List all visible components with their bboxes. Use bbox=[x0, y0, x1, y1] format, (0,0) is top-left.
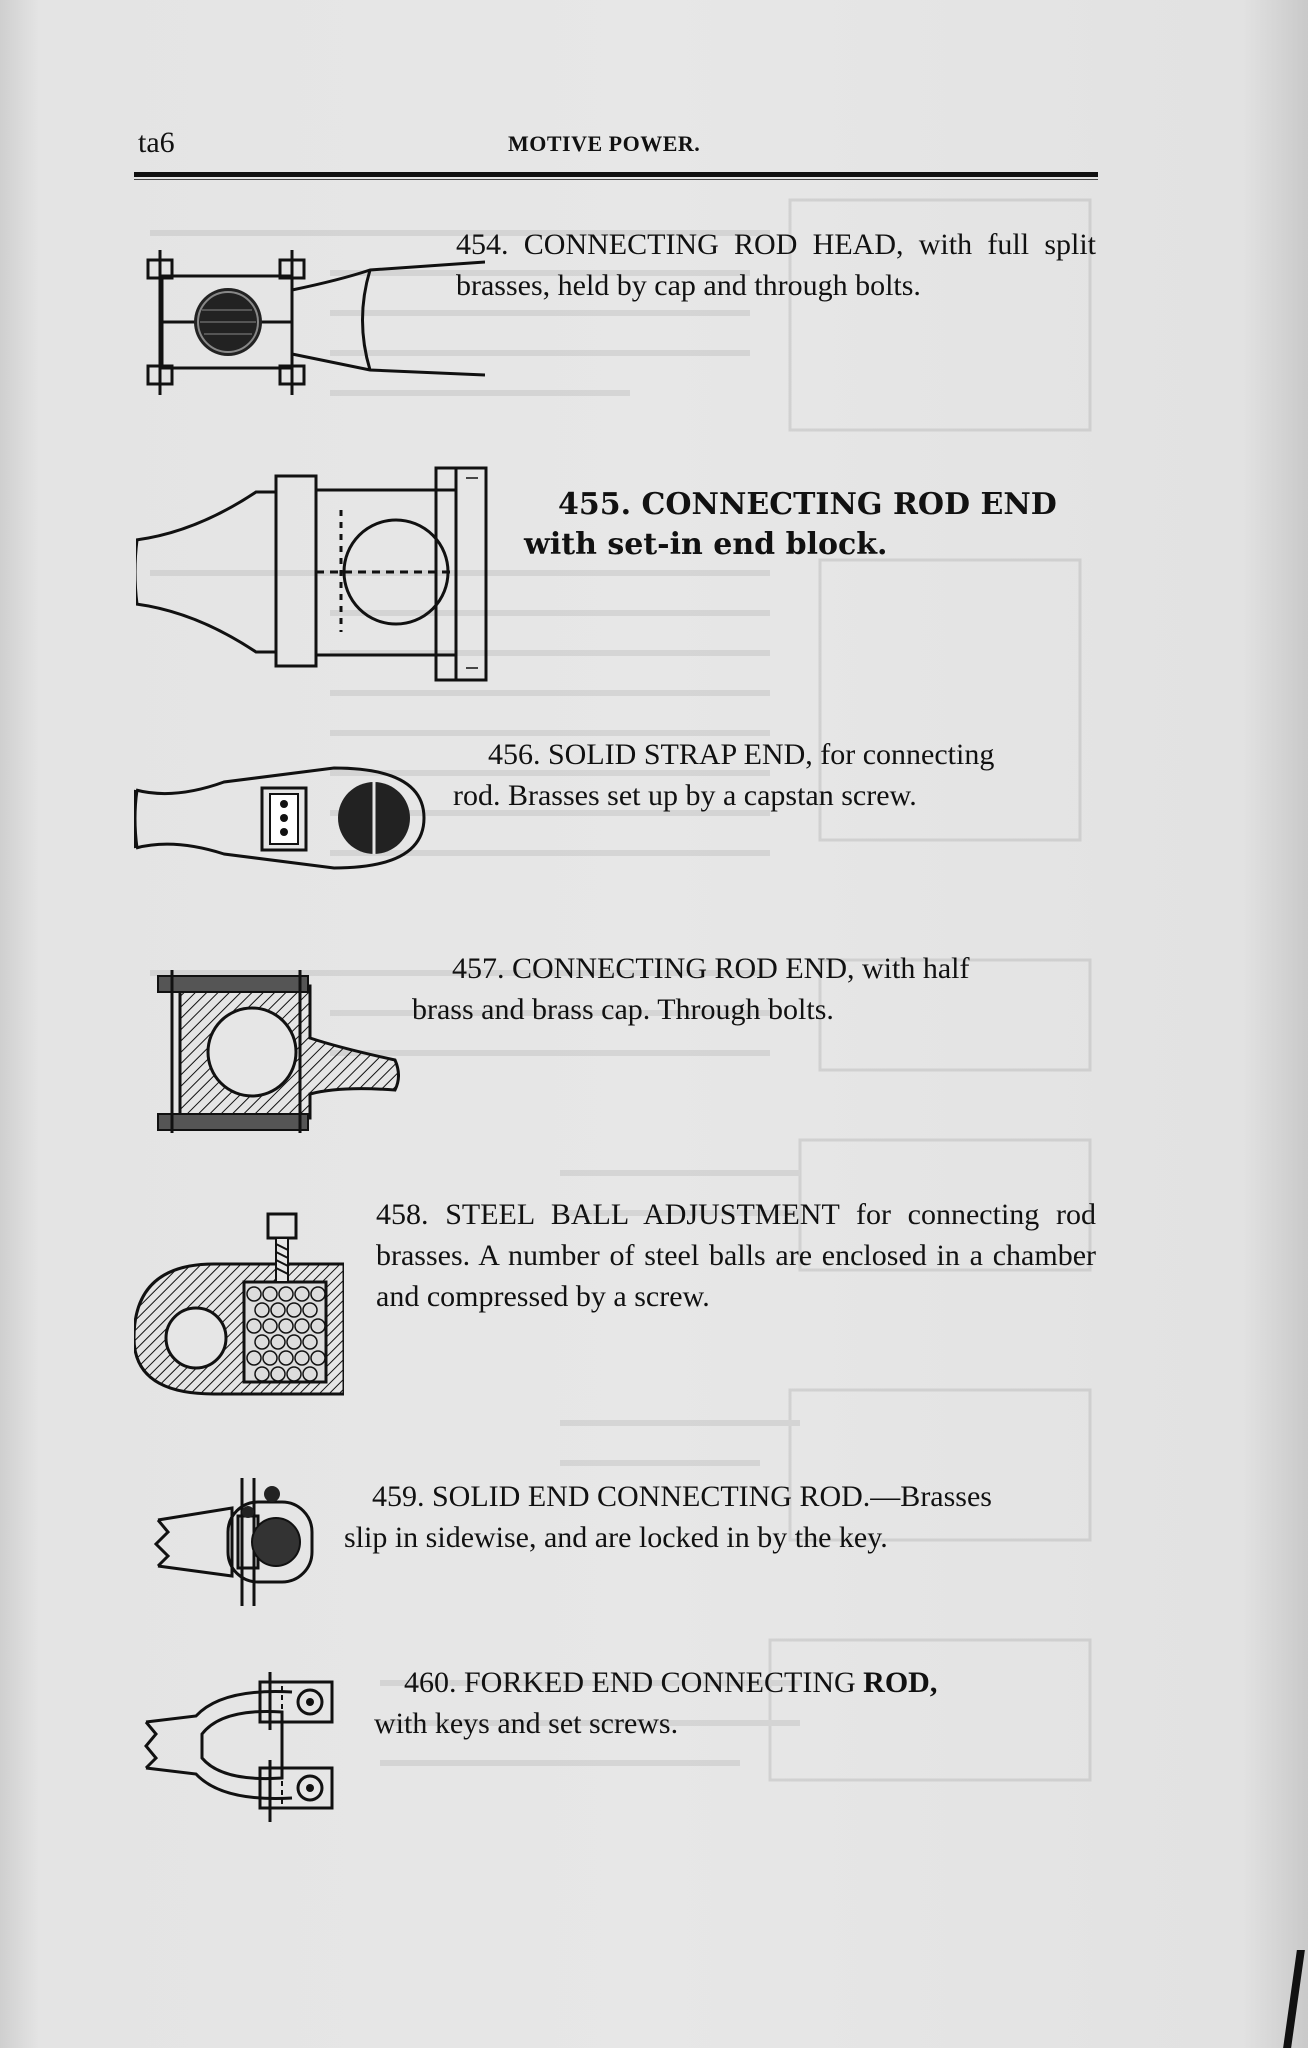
caption-460-line2: with keys and set screws. bbox=[374, 1707, 679, 1740]
page-number: ta6 bbox=[138, 126, 175, 159]
figure-457-connecting-rod-end-half-brass bbox=[140, 968, 400, 1133]
header-rule bbox=[134, 172, 1098, 177]
figure-460-forked-end-connecting-rod bbox=[142, 1668, 352, 1826]
figure-459-solid-end-connecting-rod bbox=[152, 1476, 322, 1608]
caption-460-line1 bbox=[404, 1662, 937, 1703]
caption-455-line2: with set-in end block. bbox=[524, 527, 888, 562]
figure-458-steel-ball-adjustment bbox=[134, 1212, 344, 1397]
caption-459-line1: 459. SOLID END CONNECTING ROD.—Brasses bbox=[372, 1480, 992, 1513]
caption-454: 454. CONNECTING ROD HEAD, with full split brasses, held by cap and through bolts. bbox=[456, 228, 1096, 302]
figure-456-solid-strap-end bbox=[134, 760, 434, 875]
caption-457-line2: brass and brass cap. Through bolts. bbox=[412, 993, 834, 1026]
header-rule-thin bbox=[134, 179, 1098, 180]
caption-458: 458. STEEL BALL ADJUSTMENT for connecting rod brasses. A number of steel balls are enclosed in a chamber and compressed by a screw. bbox=[376, 1198, 1096, 1313]
figure-454-connecting-rod-head bbox=[140, 240, 485, 395]
running-head: MOTIVE POWER. bbox=[508, 131, 701, 156]
caption-460-text: 460. FORKED END CONNECTING bbox=[404, 1666, 864, 1699]
caption-455-line1: 455. CONNECTING ROD END bbox=[558, 487, 1057, 522]
caption-456-line2: rod. Brasses set up by a capstan screw. bbox=[453, 779, 917, 812]
caption-457-line1: 457. CONNECTING ROD END, with half bbox=[452, 952, 970, 985]
caption-460-bold: ROD, bbox=[863, 1666, 938, 1699]
caption-459-line2: slip in sidewise, and are locked in by the key. bbox=[344, 1521, 888, 1554]
figure-455-connecting-rod-end bbox=[136, 462, 501, 682]
caption-456-line1: 456. SOLID STRAP END, for connecting bbox=[488, 738, 995, 771]
